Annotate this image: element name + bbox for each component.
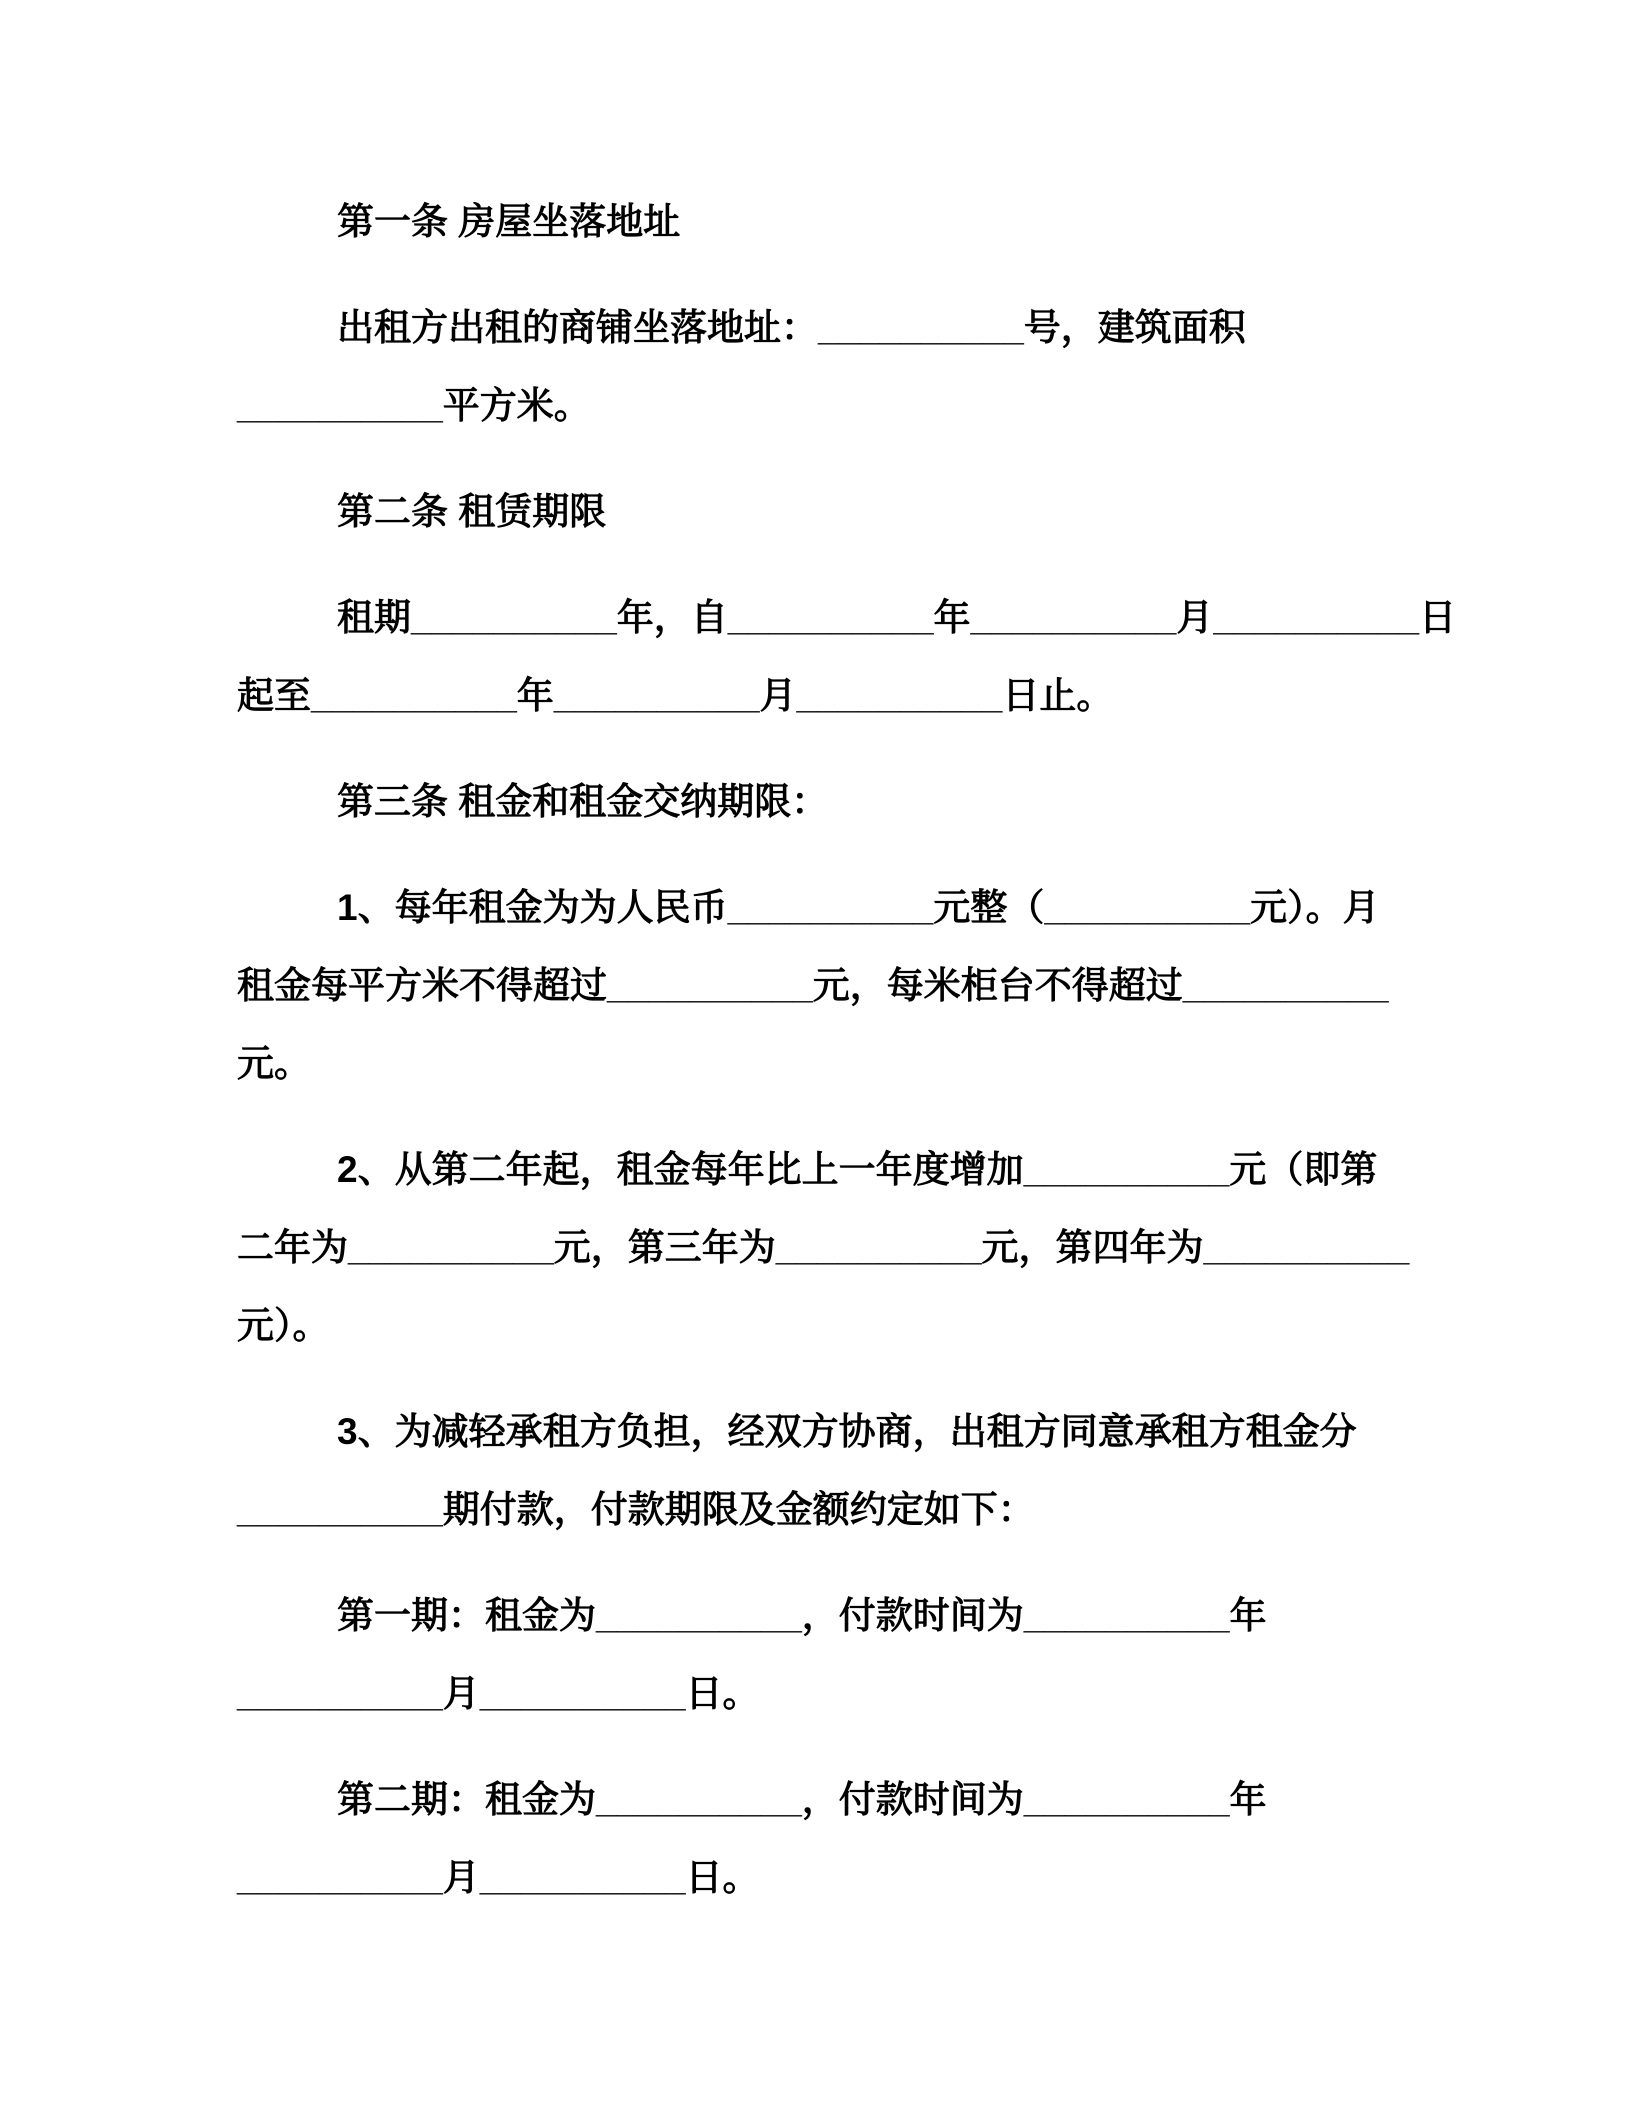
text-line: __________月__________日。 bbox=[237, 1673, 760, 1714]
text-line: 出租方出租的商铺坐落地址：__________号，建筑面积 bbox=[337, 307, 1246, 348]
text-line: __________期付款，付款期限及金额约定如下： bbox=[237, 1489, 1035, 1530]
text-line: 2、从第二年起，租金每年比上一年度增加__________元（即第 bbox=[337, 1149, 1378, 1190]
text-line: 元）。 bbox=[237, 1305, 330, 1346]
paragraph bbox=[237, 1761, 1482, 1917]
text-line: 租期__________年，自__________年__________月__________日 bbox=[337, 597, 1457, 638]
text-line: 1、每年租金为为人民币__________元整（__________元）。月 bbox=[337, 887, 1380, 928]
text-line: 元。 bbox=[237, 1043, 311, 1084]
text-line: 第三条 租金和租金交纳期限： bbox=[337, 781, 829, 822]
paragraph bbox=[237, 1131, 1482, 1365]
paragraph bbox=[237, 579, 1482, 735]
text-line: 第二条 租赁期限 bbox=[337, 491, 607, 532]
article-heading bbox=[237, 473, 1482, 551]
paragraph bbox=[237, 1577, 1482, 1733]
article-heading bbox=[237, 763, 1482, 841]
text-line: __________平方米。 bbox=[237, 385, 591, 426]
text-line: 3、为减轻承租方负担，经双方协商，出租方同意承租方租金分 bbox=[337, 1411, 1357, 1452]
text-line: 起至__________年__________月__________日止。 bbox=[237, 675, 1114, 716]
text-line: 第二期：租金为__________，付款时间为__________年 bbox=[337, 1779, 1267, 1820]
paragraph bbox=[237, 289, 1482, 445]
text-line: 第一期：租金为__________，付款时间为__________年 bbox=[337, 1595, 1267, 1636]
paragraph bbox=[237, 869, 1482, 1103]
text-line: 租金每平方米不得超过__________元，每米柜台不得超过__________ bbox=[237, 965, 1389, 1006]
text-line: 二年为__________元，第三年为__________元，第四年为__________ bbox=[237, 1227, 1410, 1268]
paragraph bbox=[237, 1393, 1482, 1549]
text-line: __________月__________日。 bbox=[237, 1857, 760, 1898]
article-heading bbox=[237, 183, 1482, 261]
text-line: 第一条 房屋坐落地址 bbox=[337, 201, 681, 242]
